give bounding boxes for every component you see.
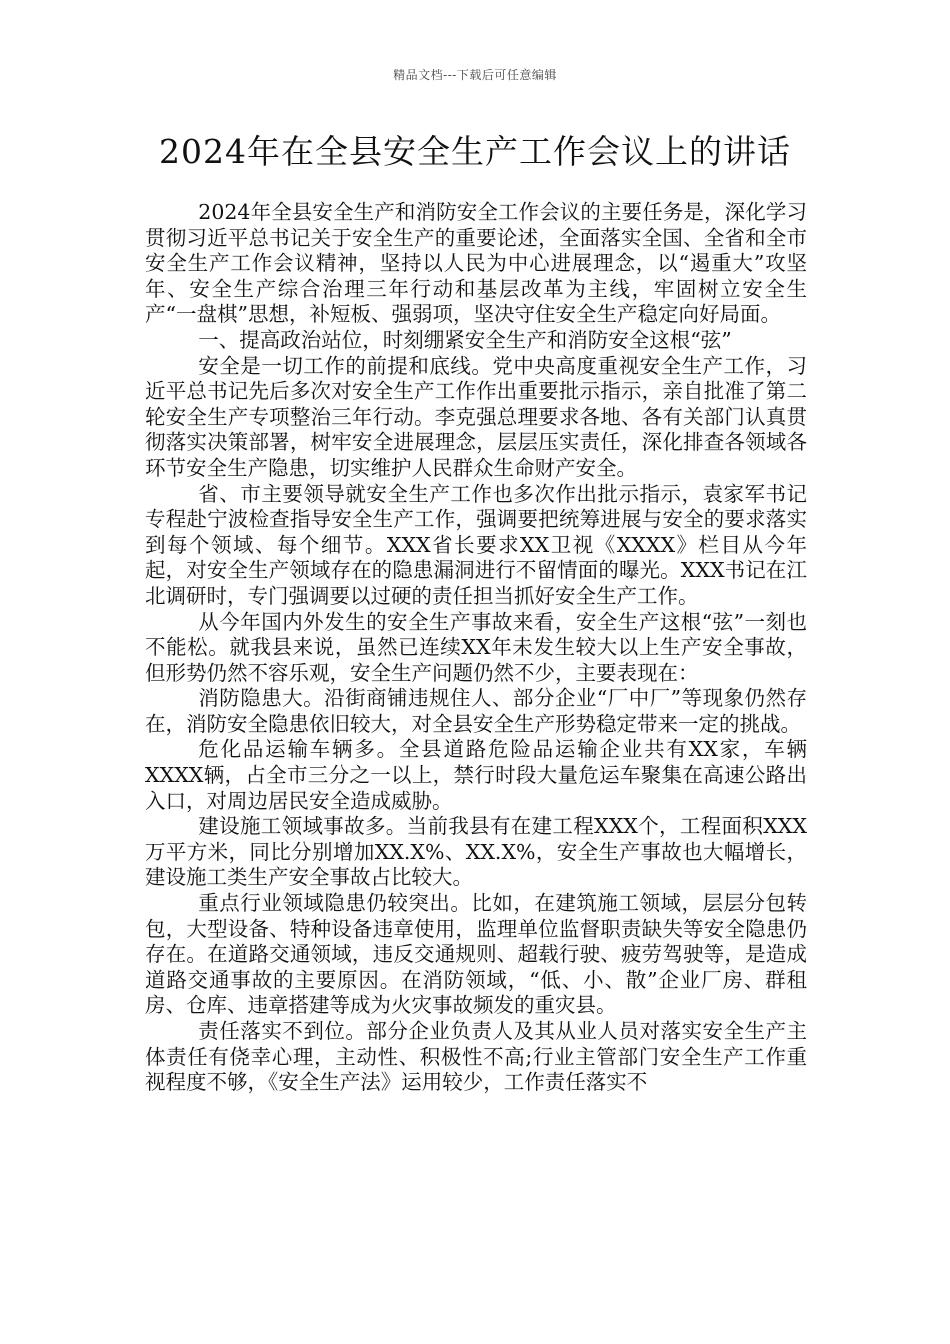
paragraph: 安全是一切工作的前提和底线。党中央高度重视安全生产工作，习近平总书记先后多次对安全生产工作作出重要批示指示，亲自批准了第二轮安全生产专项整治三年行动。李克强总理要求各地、各有关部门认真贯彻落实决策部署，树牢安全进展理念，层层压实责任，深化排查各领域各环节安全生产隐患，切实维护人民群众生命财产安全。 (145, 353, 807, 480)
paragraph: 省、市主要领导就安全生产工作也多次作出批示指示，袁家军书记专程赴宁波检查指导安全生产工作，强调要把统筹进展与安全的要求落实到每个领域、每个细节。XXX省长要求XX卫视《XXXX》栏目从今年起，对安全生产领域存在的隐患漏洞进行不留情面的曝光。XXX书记在江北调研时，专门强调要以过硬的责任担当抓好安全生产工作。 (145, 481, 807, 608)
paragraph: 建设施工领域事故多。当前我县有在建工程XXX个，工程面积XXX万平方米，同比分别增加XX.X%、XX.X%，安全生产事故也大幅增长，建设施工类生产安全事故占比较大。 (145, 814, 807, 890)
paragraph: 消防隐患大。沿街商铺违规住人、部分企业“厂中厂”等现象仍然存在，消防安全隐患依旧较大，对全县安全生产形势稳定带来一定的挑战。 (145, 686, 807, 736)
paragraph: 责任落实不到位。部分企业负责人及其从业人员对落实安全生产主体责任有侥幸心理，主动性、积极性不高;行业主管部门安全生产工作重视程度不够，《安全生产法》运用较少，工作责任落实不 (145, 1019, 807, 1095)
paragraph: 从今年国内外发生的安全生产事故来看，安全生产这根“弦”一刻也不能松。就我县来说，虽然已连续XX年未发生较大以上生产安全事故，但形势仍然不容乐观，安全生产问题仍然不少，主要表现在： (145, 609, 807, 685)
section-heading-1: 一、提高政治站位，时刻绷紧安全生产和消防安全这根“弦” (198, 327, 732, 352)
paragraph: 危化品运输车辆多。全县道路危险品运输企业共有XX家，车辆XXXX辆，占全市三分之一以上，禁行时段大量危运车聚集在高速公路出入口，对周边居民安全造成威胁。 (145, 737, 807, 813)
paragraph: 重点行业领域隐患仍较突出。比如，在建筑施工领域，层层分包转包，大型设备、特种设备违章使用，监理单位监督职责缺失等安全隐患仍存在。在道路交通领域，违反交通规则、超载行驶、疲劳驾驶等，是造成道路交通事故的主要原因。在消防领域，“低、小、散”企业厂房、群租房、仓库、违章搭建等成为火灾事故频发的重灾县。 (145, 891, 807, 1018)
header-note: 精品文档---下载后可任意编辑 (393, 68, 557, 82)
document-title: 2024年在全县安全生产工作会议上的讲话 (159, 132, 791, 171)
paragraph-intro: 2024年全县安全生产和消防安全工作会议的主要任务是，深化学习贯彻习近平总书记关于安全生产的重要论述，全面落实全国、全省和全市安全生产工作会议精神，坚持以人民为中心进展理念，以“遏重大”攻坚年、安全生产综合治理三年行动和基层改革为主线，牢固树立安全生产“一盘棋”思想，补短板、强弱项，坚决守住安全生产稳定向好局面。 (145, 200, 807, 327)
document-body (145, 200, 807, 1096)
